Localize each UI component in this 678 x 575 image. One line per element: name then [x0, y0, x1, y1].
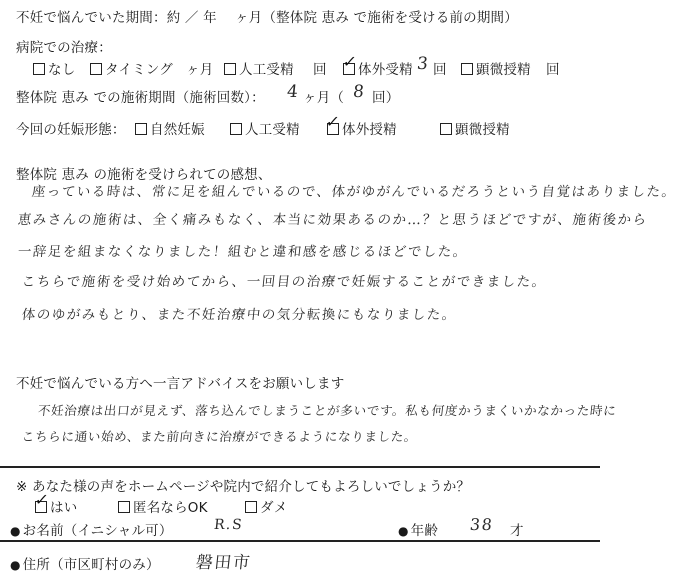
option-ivf: 体外受精: [358, 62, 413, 78]
checkbox-natural[interactable]: [135, 123, 147, 135]
age-label-wrap: [398, 519, 438, 539]
consent-no: ダメ: [260, 500, 288, 516]
name-label: お名前（イニシャル可）: [22, 523, 173, 539]
checkbox-consent-anonymous[interactable]: [118, 501, 130, 513]
hospital-treatment-label: 病院での治療：: [16, 40, 112, 56]
pregnancy-type-label: 今回の妊娠形態：: [16, 122, 126, 138]
checkbox-icsi[interactable]: [461, 63, 473, 75]
consent-yes: はい: [50, 500, 78, 516]
checkbox-consent-no[interactable]: [245, 501, 257, 513]
option-artificial2-wrap: [230, 118, 300, 138]
impressions-line-3: 一辞足を組まなくなりました！組むと違和感を感じるほどでした。: [16, 244, 469, 260]
advice-line-2: こちらに通い始め、また前向きに治療ができるようになりました。: [21, 429, 418, 444]
address-value: 磐田市: [194, 553, 253, 573]
treatment-months-unit: ヶ月（: [303, 90, 345, 106]
timing-months-unit: ヶ月: [186, 62, 214, 78]
impressions-line-4: こちらで施術を受け始めてから、一回目の治療で妊娠することができました。: [20, 274, 548, 290]
impressions-line-2: 恵みさんの施術は、全く痛みもなく、本当に効果あるのか…？と思うほどですが、施術後から: [16, 212, 649, 228]
option-icsi-wrap: [461, 58, 531, 78]
option-icsi2: 顕微授精: [455, 122, 510, 138]
address-label: 住所（市区町村のみ）: [22, 557, 160, 573]
consent-question: ※ あなた様の声をホームページや院内で紹介してもよろしいでしょうか？: [16, 479, 471, 495]
name-label-wrap: [10, 519, 173, 539]
bullet-icon: ●: [10, 524, 21, 538]
option-timing: タイミング: [105, 62, 173, 78]
option-natural-wrap: [135, 118, 205, 138]
option-ivf2: 体外授精: [342, 122, 397, 138]
checkbox-timing[interactable]: [90, 63, 102, 75]
age-value: 38: [469, 515, 495, 534]
bullet-icon: ●: [398, 524, 409, 538]
option-timing-wrap: [90, 58, 173, 78]
age-unit: 才: [510, 523, 524, 539]
address-label-wrap: [10, 553, 160, 573]
ivf-count: 3: [415, 54, 431, 74]
option-artificial: 人工受精: [239, 62, 294, 78]
consent-no-wrap: [245, 496, 287, 516]
period-label: 不妊で悩んでいた期間：約 ／ 年 ヶ月（整体院 恵み で施術を受ける前の期間）: [16, 10, 518, 26]
option-natural: 自然妊娠: [150, 122, 205, 138]
ivf-count-unit: 回: [433, 62, 447, 78]
option-none: なし: [48, 62, 76, 78]
treatment-months: 4: [285, 82, 301, 102]
impressions-label: 整体院 恵み の施術を受けられての感想、: [16, 167, 272, 183]
bullet-icon: ●: [10, 558, 21, 572]
advice-label: 不妊で悩んでいる方へ一言アドバイスをお願いします: [16, 376, 345, 392]
checkbox-artificial[interactable]: [224, 63, 236, 75]
divider: [0, 466, 600, 468]
option-icsi2-wrap: [440, 118, 510, 138]
icsi-count-unit: 回: [546, 62, 560, 78]
treatment-period-label: 整体院 恵み での施術期間（施術回数）：: [16, 90, 265, 106]
checkmark-icon: ✓: [324, 112, 341, 131]
checkbox-icsi2[interactable]: [440, 123, 452, 135]
checkbox-artificial2[interactable]: [230, 123, 242, 135]
divider: [0, 540, 600, 542]
checkmark-icon: ✓: [341, 52, 358, 71]
impressions-line-1: 座っている時は、常に足を組んでいるので、体がゆがんでいるだろうという自覚はありました。: [30, 184, 678, 200]
consent-anonymous: 匿名ならOK: [133, 500, 208, 516]
option-artificial-wrap: [224, 58, 294, 78]
impressions-line-5: 体のゆがみもとり、また不妊治療中の気分転換にもなりました。: [20, 307, 458, 323]
option-icsi: 顕微授精: [476, 62, 531, 78]
checkmark-icon: ✓: [33, 490, 50, 509]
hospital-options-row: [33, 58, 75, 78]
advice-line-1: 不妊治療は出口が見えず、落ち込んでしまうことが多いです。私も何度かうまくいかなかった時に: [37, 403, 618, 418]
treatment-count: 8: [351, 82, 367, 102]
consent-anon-wrap: [118, 496, 208, 516]
name-value: R.S: [213, 517, 244, 533]
checkbox-none[interactable]: [33, 63, 45, 75]
artificial-count-unit: 回: [313, 62, 327, 78]
treatment-count-unit: 回）: [372, 90, 400, 106]
option-artificial2: 人工受精: [245, 122, 300, 138]
age-label: 年齢: [410, 523, 439, 539]
